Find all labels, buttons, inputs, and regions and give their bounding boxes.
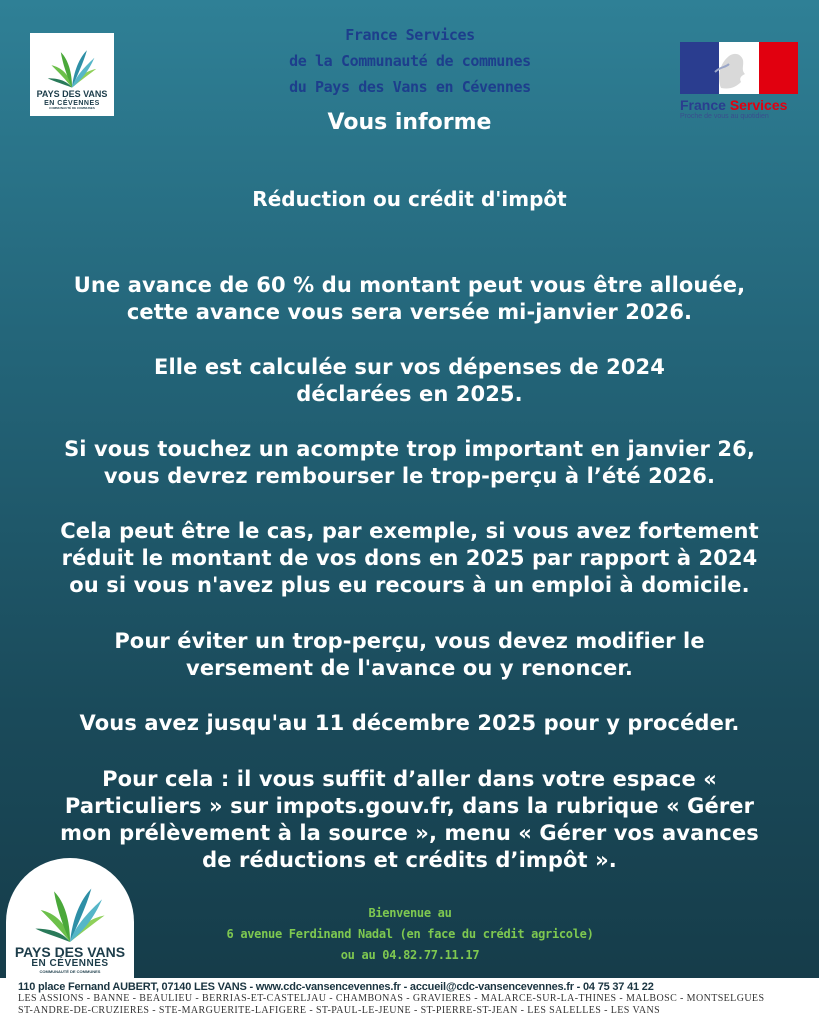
logo-text: PAYS DES VANS EN CÉVENNES COMMUNAUTÉ DE COMMUNES: [36, 89, 108, 110]
paragraph-7-line-3: mon prélèvement à la source », menu « Gérer vos avances: [60, 821, 759, 845]
paragraph-1-line-1: Une avance de 60 % du montant peut vous être allouée,: [73, 273, 746, 297]
header-subtitle: Vous informe: [327, 110, 492, 135]
welcome-phone: ou au 04.82.77.11.17: [340, 948, 480, 962]
france-services-title: France Services: [680, 97, 788, 113]
paragraph-6-line-1: Vous avez jusqu'au 11 décembre 2025 pour y procéder.: [79, 711, 740, 735]
marianne-flag-icon: [680, 42, 798, 94]
paragraph-4-line-1: Cela peut être le cas, par exemple, si vous avez fortement: [60, 519, 759, 543]
france-services-tagline: Proche de vous au quotidien: [680, 113, 769, 120]
welcome-block: [200, 903, 620, 966]
paragraph-6: [20, 710, 799, 737]
paragraph-3-line-2: vous devrez rembourser le trop-perçu à l’été 2026.: [103, 464, 716, 488]
pays-des-vans-logo-bottom: [6, 858, 134, 982]
paragraph-5: [20, 628, 799, 682]
footer-towns-line-1: LES ASSIONS - BANNE - BEAULIEU - BERRIAS-ET-CASTELJAU - CHAMBONAS - GRAVIERES - MALARCE-SUR-LA-THINES - MALBOSC - MONTSELGUES: [18, 993, 765, 1004]
france-services-logo: [680, 42, 800, 126]
paragraph-2: [20, 354, 799, 408]
paragraph-7: [20, 766, 799, 874]
header-line-3: du Pays des Vans en Cévennes: [289, 78, 531, 96]
header-line-1: France Services: [345, 26, 475, 44]
paragraph-3: [20, 436, 799, 490]
paragraph-2-line-1: Elle est calculée sur vos dépenses de 2024: [154, 355, 665, 379]
footer: [0, 978, 819, 1024]
pays-des-vans-logo: [30, 33, 114, 116]
paragraph-5-line-1: Pour éviter un trop-perçu, vous devez modifier le: [114, 629, 705, 653]
paragraph-4-line-2: réduit le montant de vos dons en 2025 par rapport à 2024: [61, 546, 758, 570]
logo-text-bottom: PAYS DES VANS EN CÉVENNES COMMUNAUTÉ DE COMMUNES: [14, 943, 126, 974]
paragraph-7-line-1: Pour cela : il vous suffit d’aller dans votre espace «: [102, 767, 717, 791]
header-line-2: de la Communauté de communes: [289, 52, 531, 70]
paragraph-2-line-2: déclarées en 2025.: [296, 382, 523, 406]
leaves-logo-icon: [44, 46, 100, 90]
paragraph-5-line-2: versement de l'avance ou y renoncer.: [186, 656, 633, 680]
header: [240, 22, 580, 100]
paragraph-1: [20, 272, 799, 326]
paragraph-7-line-4: de réductions et crédits d’impôt ».: [202, 848, 617, 872]
paragraph-4-line-3: ou si vous n'avez plus eu recours à un emploi à domicile.: [69, 573, 750, 597]
leaves-logo-icon: [30, 883, 110, 945]
paragraph-4: [20, 518, 799, 599]
subject-title: Réduction ou crédit d'impôt: [252, 187, 567, 211]
footer-address: 110 place Fernand AUBERT, 07140 LES VANS - www.cdc-vansencevennes.fr - accueil@cdc-vansencevennes.fr - 04 75 37 41 22: [18, 981, 654, 993]
paragraph-7-line-2: Particuliers » sur impots.gouv.fr, dans la rubrique « Gérer: [64, 794, 755, 818]
welcome-address: 6 avenue Ferdinand Nadal (en face du crédit agricole): [226, 927, 594, 941]
welcome-line-1: Bienvenue au: [368, 906, 452, 920]
footer-towns-line-2: ST-ANDRE-DE-CRUZIERES - STE-MARGUERITE-LAFIGERE - ST-PAUL-LE-JEUNE - ST-PIERRE-ST-JEAN - LES SALELLES - LES VANS: [18, 1005, 661, 1016]
paragraph-1-line-2: cette avance vous sera versée mi-janvier 2026.: [126, 300, 693, 324]
paragraph-3-line-1: Si vous touchez un acompte trop important en janvier 26,: [64, 437, 755, 461]
